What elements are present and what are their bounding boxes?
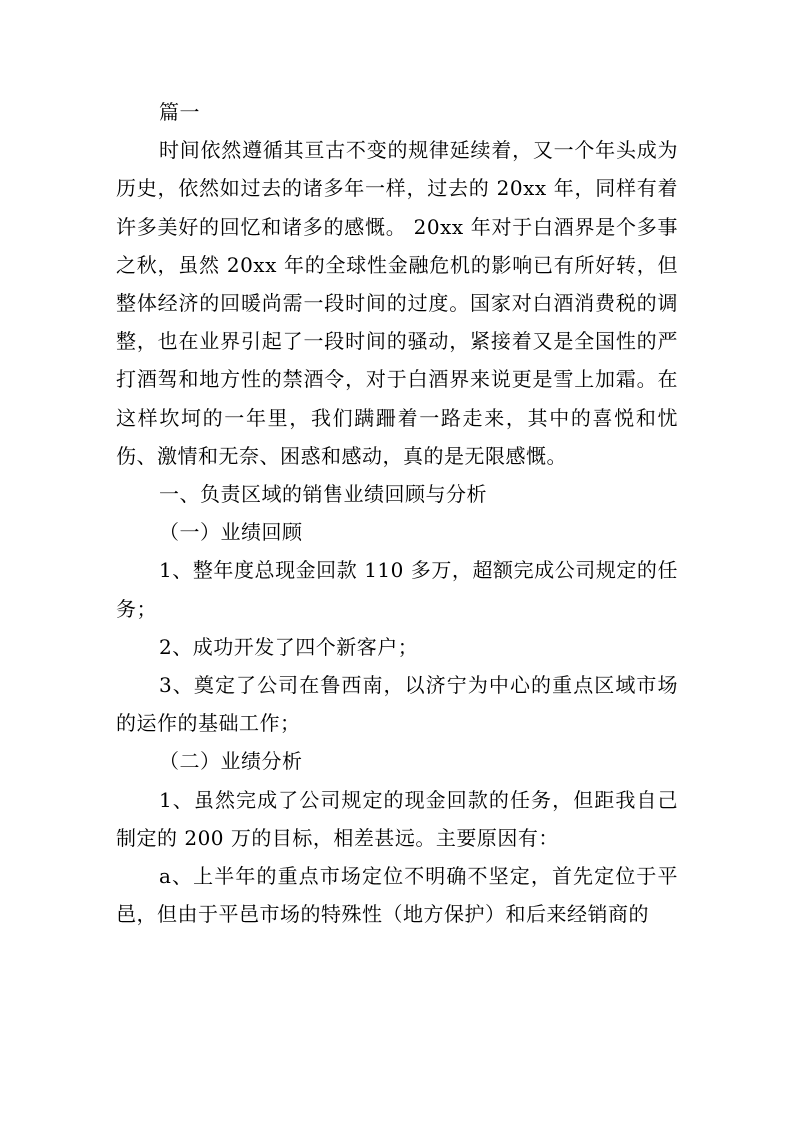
list-item-1: 1、整年度总现金回款 110 多万，超额完成公司规定的任务； xyxy=(116,558,678,621)
list-item-3: 3、奠定了公司在鲁西南，以济宁为中心的重点区域市场的运作的基础工作； xyxy=(116,673,678,736)
list-item-2: 2、成功开发了四个新客户； xyxy=(159,634,419,659)
document-body xyxy=(116,93,678,933)
paragraph-intro: 时间依然遵循其亘古不变的规律延续着，又一个年头成为历史，依然如过去的诸多年一样，过去的 20xx 年，同样有着许多美好的回忆和诸多的感慨。 20xx 年对于白酒界是个多事之秋，虽然 20xx 年的全球性金融危机的影响已有所好转，但整体经济的回暖尚需一段时间的过度。国家对白酒消费税的调整，也在业界引起了一段时间的骚动，紧接着又是全国性的严打酒驾和地方性的禁酒令，对于白酒界来说更是雪上加霜。在这样坎坷的一年里，我们蹒跚着一路走来，其中的喜悦和忧伤、激情和无奈、困惑和感动，真的是无限感慨。 xyxy=(116,138,678,468)
subsection-title-analysis: （二）业绩分析 xyxy=(159,749,303,774)
section-title: 一、负责区域的销售业绩回顾与分析 xyxy=(159,482,487,507)
subsection-title-review: （一）业绩回顾 xyxy=(159,520,303,545)
analysis-item-1: 1、虽然完成了公司规定的现金回款的任务，但距我自己制定的 200 万的目标，相差甚远。主要原因有： xyxy=(116,787,678,850)
analysis-item-a: a、上半年的重点市场定位不明确不坚定，首先定位于平邑，但由于平邑市场的特殊性（地方保护）和后来经销商的 xyxy=(116,864,678,927)
section-heading: 篇一 xyxy=(159,100,200,124)
